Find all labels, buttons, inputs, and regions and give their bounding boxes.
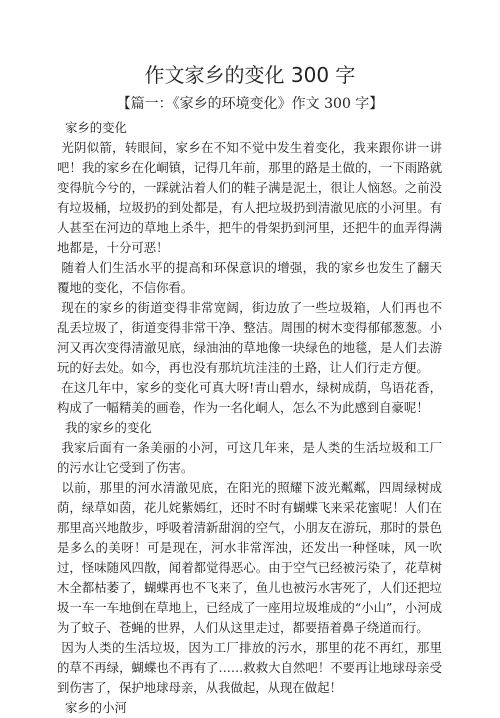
paragraph: 以前，那里的河水清澈见底，在阳光的照耀下波光粼粼，四周绿树成荫，绿草如茵，花儿姹紫嫣红，还时不时有蝴蝶飞来采花蜜呢！人们在那里高兴地散步，呼吸着清新甜润的空气，小朋友在游玩，那时的景色是多么的美呀！可是现在，河水非常浑浊，还发出一种怪味，风一吹过，怪味随风四散，闻着都觉得恶心。由于空气已经被污染了，花草树木全都枯萎了，蝴蝶再也不飞来了，鱼儿也被污水害死了，人们还把垃圾一车一车地倒在草地上，已经成了一座用垃圾堆成的“小山”，小河成为了蚊子、苍蝇的世界，人们从这里走过，都要捂着鼻子绕道而行。 [57,480,442,635]
section-heading: 家乡的小河 [65,700,127,715]
paragraph: 随着人们生活水平的提高和环保意识的增强，我的家乡也发生了翻天覆地的变化，不信你看。 [57,260,442,295]
section-heading: 家乡的变化 [65,120,127,135]
document-title: 作文家乡的变化 300 字 [144,63,356,87]
paragraph: 我家后面有一条美丽的小河，可这几年来，是人类的生活垃圾和工厂的污水让它受到了伤害。 [57,440,442,475]
document-subtitle: 【篇一：《家乡的环境变化》作文 300 字】 [116,96,384,112]
paragraph: 光阴似箭，转眼间，家乡在不知不觉中发生着变化，我来跟你讲一讲吧！我的家乡在化峒镇，记得几年前，那里的路是土做的，一下雨路就变得肮今兮的，一踩就沾着人们的鞋子满是泥土，很让人恼怒。之前没有垃圾桶，垃圾扔的到处都是，有人把垃圾扔到清澈见底的小河里。有人甚至在河边的草地上杀牛，把牛的骨架扔到河里，还把牛的血弄得满地都是，十分可恶！ [57,140,442,255]
document-body [57,118,442,718]
section-heading: 我的家乡的变化 [65,420,152,435]
paragraph: 因为人类的生活垃圾，因为工厂排放的污水，那里的花不再红，那里的草不再绿，蝴蝶也不再有了……救救大自然吧！不要再让地球母亲受到伤害了，保护地球母亲，从我做起，从现在做起！ [57,640,442,695]
paragraph: 现在的家乡的街道变得非常宽阔，街边放了一些垃圾箱，人们再也不乱丢垃圾了，街道变得非常干净、整洁。周围的树木变得郁郁葱葱。小河又再次变得清澈见底，绿油油的草地像一块绿色的地毯，是人们去游玩的好去处。如今，再也没有那坑坑洼洼的土路，让人们行走方便。 [57,300,442,375]
paragraph: 在这几年中，家乡的变化可真大呀!青山碧水，绿树成荫，鸟语花香，构成了一幅精美的画卷，作为一名化峒人，怎么不为此感到自豪呢！ [57,380,442,415]
